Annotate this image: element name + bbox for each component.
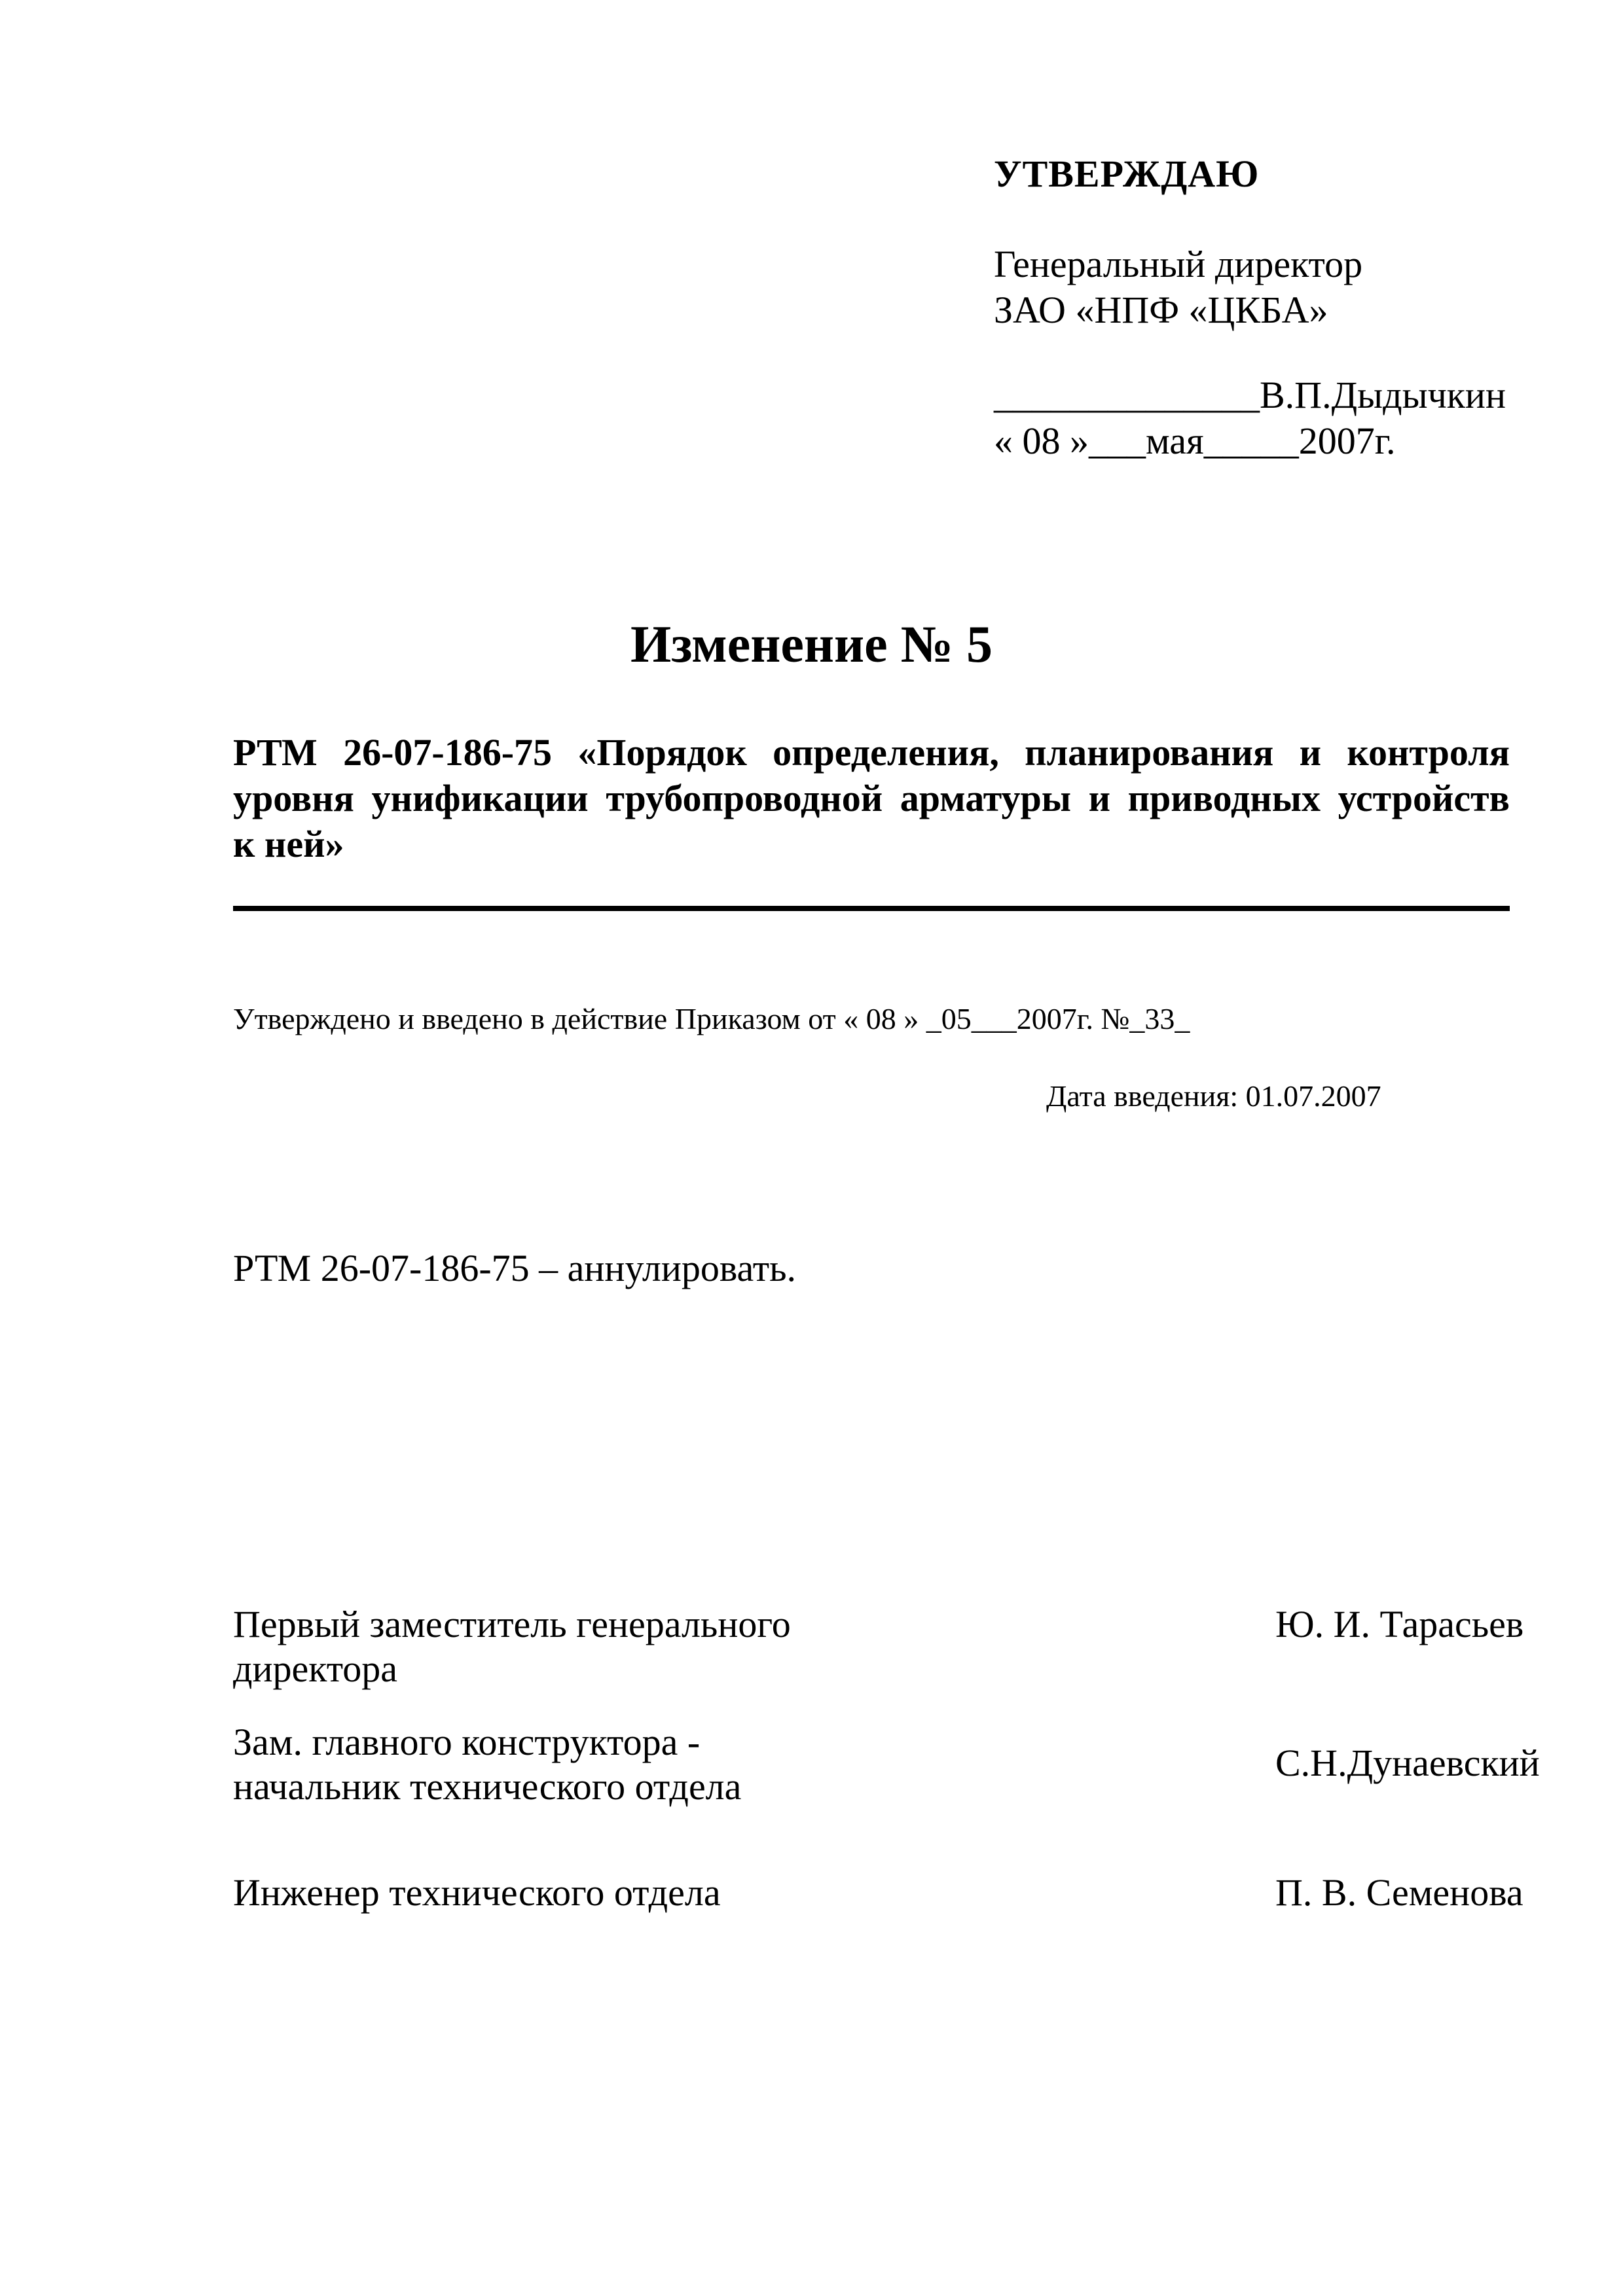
role-line: Зам. главного конструктора - <box>233 1721 701 1763</box>
title-divider <box>233 906 1510 911</box>
signatory-name-2: С.Н.Дунаевский <box>1275 1742 1540 1784</box>
order-statement: Утверждено и введено в действие Приказом от « 08 » _05___2007г. №_33_ <box>233 1002 1190 1035</box>
signatory-role-1 <box>233 1602 791 1691</box>
document-title: Изменение № 5 <box>630 616 993 673</box>
approver-company: ЗАО «НПФ «ЦКБА» <box>994 289 1328 331</box>
document-subject <box>233 730 1510 867</box>
role-line: начальник технического отдела <box>233 1765 742 1808</box>
signatory-name-1: Ю. И. Тарасьев <box>1275 1603 1524 1645</box>
role-line: Первый заместитель генерального <box>233 1603 791 1645</box>
subject-line: РТМ 26-07-186-75 «Порядок определения, планирования и контроля <box>233 731 1510 774</box>
approval-date: « 08 »___мая_____2007г. <box>994 420 1396 462</box>
subject-line: уровня унификации трубопроводной арматуры и приводных устройств <box>233 777 1510 819</box>
signatory-role-2 <box>233 1720 741 1809</box>
signatory-name-3: П. В. Семенова <box>1275 1871 1523 1914</box>
role-line: Инженер технического отдела <box>233 1871 721 1914</box>
approver-signature-line: ______________В.П.Дыдычкин <box>994 374 1506 416</box>
subject-line: к ней» <box>233 823 344 865</box>
approval-heading: УТВЕРЖДАЮ <box>994 152 1260 195</box>
signatory-role-3 <box>233 1871 721 1915</box>
role-line: директора <box>233 1647 398 1690</box>
annulment-statement: РТМ 26-07-186-75 – аннулировать. <box>233 1247 797 1289</box>
introduction-date: Дата введения: 01.07.2007 <box>1046 1079 1381 1113</box>
approver-position: Генеральный директор <box>994 243 1363 285</box>
